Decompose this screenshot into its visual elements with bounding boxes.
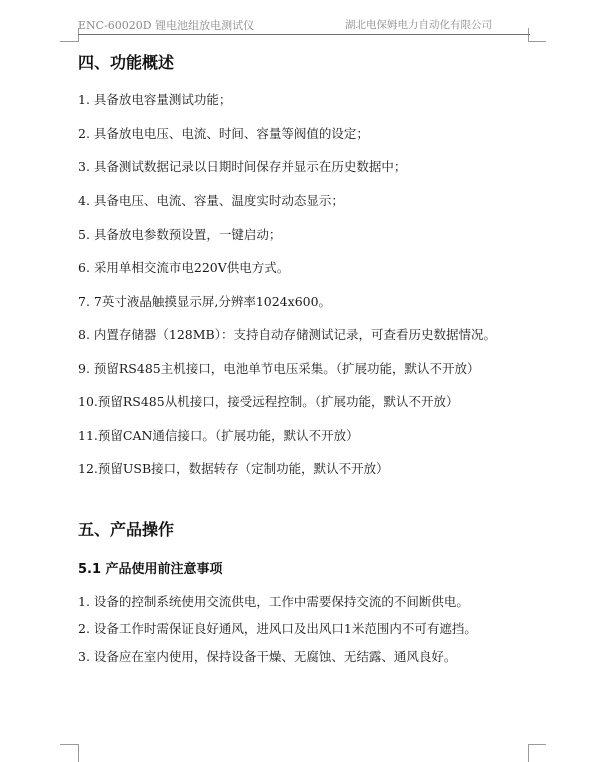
list-item: 3. 设备应在室内使用，保持设备干燥、无腐蚀、无结露、通风良好。	[78, 649, 457, 664]
list-item: 10.预留RS485从机接口，接受远程控制。（扩展功能，默认不开放）	[78, 394, 459, 409]
crop-mark	[60, 41, 78, 42]
subsection-title-precautions: 5.1 产品使用前注意事项	[78, 562, 223, 577]
crop-mark	[528, 744, 529, 762]
section-title-operation: 五、产品操作	[78, 520, 175, 539]
list-item: 1. 设备的控制系统使用交流供电，工作中需要保持交流的不间断供电。	[78, 594, 469, 609]
list-item: 12.预留USB接口，数据转存（定制功能，默认不开放）	[78, 461, 389, 476]
crop-mark	[528, 41, 546, 42]
list-item: 2. 具备放电电压、电流、时间、容量等阀值的设定；	[78, 126, 369, 141]
crop-mark	[60, 744, 78, 745]
header-company: 湖北电保姆电力自动化有限公司	[345, 19, 492, 31]
crop-mark	[78, 744, 79, 762]
list-item: 4. 具备电压、电流、容量、温度实时动态显示；	[78, 193, 344, 208]
list-item: 5. 具备放电参数预设置，一键启动；	[78, 227, 282, 242]
list-item: 3. 具备测试数据记录以日期时间保存并显示在历史数据中；	[78, 159, 407, 174]
section-title-overview: 四、功能概述	[78, 53, 175, 72]
page-header	[78, 14, 530, 35]
crop-mark	[528, 744, 546, 745]
list-item: 1. 具备放电容量测试功能；	[78, 92, 232, 107]
list-item: 2. 设备工作时需保证良好通风，进风口及出风口1米范围内不可有遮挡。	[78, 621, 477, 636]
header-product: ENC-60020D 锂电池组放电测试仪	[78, 19, 255, 32]
list-item: 11.预留CAN通信接口。（扩展功能，默认不开放）	[78, 428, 359, 443]
list-item: 6. 采用单相交流市电220V供电方式。	[78, 260, 290, 275]
list-item: 9. 预留RS485主机接口，电池单节电压采集。（扩展功能，默认不开放）	[78, 361, 480, 376]
list-item: 8. 内置存储器（128MB）：支持自动存储测试记录，可查看历史数据情况。	[78, 327, 496, 342]
list-item: 7. 7英寸液晶触摸显示屏,分辨率1024x600。	[78, 294, 332, 309]
